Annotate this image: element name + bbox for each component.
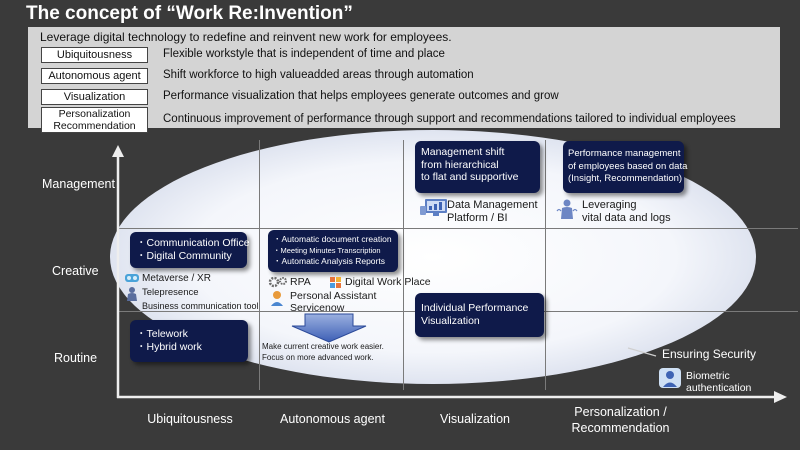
leveraging-label: Leveraging vital data and logs (582, 199, 671, 224)
make-easier-note: Make current creative work easier. Focus on more advanced work. (262, 342, 384, 362)
person-icon (556, 198, 578, 220)
concept-desc-autonomous-agent: Shift workforce to high valueadded areas through automation (163, 69, 474, 81)
box-performance-management: Performance management of employees based on data (Insight, Recommendation) (563, 141, 684, 193)
concept-label-ubiquitousness: Ubiquitousness (41, 47, 148, 63)
personal-assistant-label: Personal Assistant Servicenow (290, 290, 377, 314)
digital-work-place-label: Digital Work Place (345, 276, 431, 288)
biometric-label: Biometric authentication (686, 370, 752, 394)
monitor-chart-icon (420, 197, 450, 219)
box-management-shift: Management shift from hierarchical to flat and supportive (415, 141, 540, 193)
business-communication-label: Business communication tool (142, 301, 259, 311)
concept-label-personalization: Personalization Recommendation (41, 107, 148, 133)
rpa-label: RPA (290, 276, 311, 288)
row-label-creative: Creative (52, 264, 99, 278)
gear-icon (268, 275, 288, 289)
down-arrow-icon (290, 313, 368, 343)
page-title: The concept of “Work Re:Invention” (26, 3, 353, 24)
ensuring-security-label: Ensuring Security (662, 347, 757, 361)
row-label-management: Management (42, 177, 115, 191)
column-label-visualization: Visualization (440, 412, 510, 426)
box-automatic: ・Automatic document creation ・Meeting Minutes Transcription ・Automatic Analysis Reports (268, 230, 398, 272)
concept-label-autonomous-agent: Autonomous agent (41, 68, 148, 84)
box-individual-performance: Individual Performance Visualization (415, 293, 544, 337)
vr-headset-icon (124, 271, 140, 285)
row-label-routine: Routine (54, 351, 98, 365)
concept-desc-personalization: Continuous improvement of performance through support and recommendations tailored to individual employees (163, 113, 736, 125)
telepresence-label: Telepresence (142, 287, 199, 298)
metaverse-label: Metaverse / XR (142, 273, 211, 284)
biometric-icon (658, 367, 682, 389)
concept-label-visualization: Visualization (41, 89, 148, 105)
security-pointer-line (620, 342, 660, 362)
box-telework: ・Telework ・Hybrid work (130, 320, 248, 362)
concept-desc-ubiquitousness: Flexible workstyle that is independent of time and place (163, 48, 445, 60)
workplace-icon (329, 275, 343, 289)
column-label-ubiquitousness: Ubiquitousness (147, 412, 233, 426)
telepresence-icon (124, 286, 140, 302)
box-communication: ・Communication Office ・Digital Community (130, 232, 247, 268)
column-label-personalization: Personalization / Recommendation (571, 405, 670, 435)
assistant-icon (268, 289, 286, 307)
data-management-label: Data Management Platform / BI (447, 199, 538, 224)
concept-desc-visualization: Performance visualization that helps employees generate outcomes and grow (163, 90, 559, 102)
column-label-autonomous-agent: Autonomous agent (280, 412, 385, 426)
concept-intro: Leverage digital technology to redefine and reinvent new work for employees. (40, 30, 452, 44)
